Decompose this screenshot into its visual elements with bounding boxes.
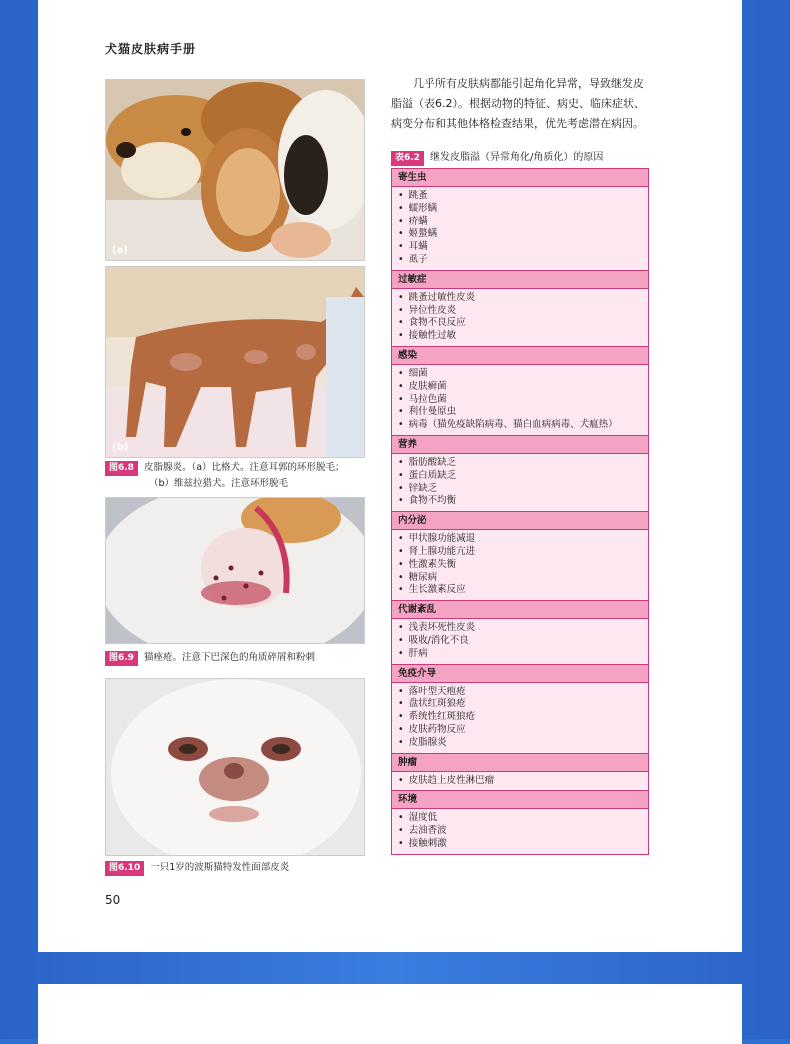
table-section-items <box>392 809 648 853</box>
list-item: • 异位性皮炎 <box>398 305 648 318</box>
list-item: • 跳蚤 <box>398 190 648 203</box>
table-section-items <box>392 619 648 664</box>
list-item: • 姬螯螨 <box>398 228 648 241</box>
list-item: • 生长激素反应 <box>398 584 648 597</box>
table-section-items <box>392 365 648 436</box>
figure-label: 图6.10 <box>105 861 144 876</box>
panel-label-b: (b) <box>112 442 129 453</box>
list-item: • 疥螨 <box>398 216 648 229</box>
running-head: 犬猫皮肤病手册 <box>105 42 197 56</box>
list-item: • 利什曼原虫 <box>398 406 648 419</box>
list-item: • 脂肪酸缺乏 <box>398 457 648 470</box>
photo-beagle <box>105 79 365 261</box>
table-title-text: 继发皮脂溢（异常角化/角质化）的原因 <box>429 152 604 163</box>
table-section-items <box>392 683 648 754</box>
list-item: • 皮肤癣菌 <box>398 381 648 394</box>
photo-cat-acne <box>105 497 365 644</box>
photo-persian-cat <box>105 678 365 856</box>
list-item: • 跳蚤过敏性皮炎 <box>398 292 648 305</box>
list-item: • 性激素失衡 <box>398 559 648 572</box>
list-item: • 马拉色菌 <box>398 394 648 407</box>
causes-table <box>391 168 649 855</box>
list-item: • 锌缺乏 <box>398 483 648 496</box>
list-item: • 湿度低 <box>398 812 648 825</box>
table-section-heading: 免疫介导 <box>392 665 648 683</box>
table-section-items <box>392 187 648 271</box>
table-caption <box>391 148 603 166</box>
list-item: • 细菌 <box>398 368 648 381</box>
list-item: • 皮肤药物反应 <box>398 724 648 737</box>
table-section-heading: 营养 <box>392 436 648 454</box>
list-item: • 系统性红斑狼疮 <box>398 711 648 724</box>
list-item: • 浅表坏死性皮炎 <box>398 622 648 635</box>
table-section-heading: 过敏症 <box>392 271 648 289</box>
list-item: • 蛋白质缺乏 <box>398 470 648 483</box>
list-item: • 肝病 <box>398 648 648 661</box>
table-section-heading: 内分泌 <box>392 512 648 530</box>
figure-caption-6-10 <box>105 860 289 876</box>
list-item: • 耳螨 <box>398 241 648 254</box>
table-section-heading: 感染 <box>392 347 648 365</box>
list-item: • 盘状红斑狼疮 <box>398 698 648 711</box>
table-section-heading: 肿瘤 <box>392 754 648 772</box>
list-item: • 病毒（猫免疫缺陷病毒、猫白血病病毒、犬瘟热） <box>398 419 648 432</box>
list-item: • 皮肤趋上皮性淋巴瘤 <box>398 775 648 788</box>
table-section-heading: 代谢紊乱 <box>392 601 648 619</box>
list-item: • 肾上腺功能亢进 <box>398 546 648 559</box>
figure-label: 图6.8 <box>105 461 138 476</box>
table-section-items <box>392 454 648 512</box>
list-item: • 接触性过敏 <box>398 330 648 343</box>
list-item: • 糖尿病 <box>398 572 648 585</box>
caption-text: 皮脂腺炎。（a）比格犬。注意耳郭的环形脱毛； <box>143 462 345 473</box>
figure-label: 图6.9 <box>105 651 138 666</box>
caption-text: 猫痤疮。注意下巴深色的角质碎屑和粉刺 <box>143 652 315 663</box>
caption-text: 一只1岁的波斯猫特发性面部皮炎 <box>150 862 290 873</box>
list-item: • 虱子 <box>398 254 648 267</box>
list-item: • 甲状腺功能减退 <box>398 533 648 546</box>
list-item: • 食物不均衡 <box>398 495 648 508</box>
table-section-heading: 寄生虫 <box>392 169 648 187</box>
intro-paragraph: 几乎所有皮肤病都能引起角化异常，导致继发皮脂溢（表6.2）。根据动物的特征、病史、临床症状、病变分布和其他体格检查结果，优先考虑潜在病因。 <box>391 77 645 130</box>
list-item: • 吸收/消化不良 <box>398 635 648 648</box>
table-section-items <box>392 530 648 601</box>
list-item: • 接触刺激 <box>398 838 648 851</box>
panel-label-a: (a) <box>112 245 128 256</box>
figure-caption-6-8 <box>105 460 345 492</box>
caption-text-line2: （b）维兹拉猎犬。注意环形脱毛 <box>149 478 289 489</box>
list-item: • 蠕形螨 <box>398 203 648 216</box>
page-number: 50 <box>105 893 121 907</box>
list-item: • 食物不良反应 <box>398 317 648 330</box>
list-item: • 去油香波 <box>398 825 648 838</box>
table-section-items <box>392 289 648 347</box>
next-book-page <box>38 984 742 1044</box>
photo-vizsla <box>105 266 365 458</box>
figure-caption-6-9 <box>105 650 315 666</box>
list-item: • 落叶型天疱疮 <box>398 686 648 699</box>
table-section-heading: 环境 <box>392 791 648 809</box>
list-item: • 皮脂腺炎 <box>398 737 648 750</box>
table-label: 表6.2 <box>391 151 424 166</box>
table-section-items <box>392 772 648 792</box>
